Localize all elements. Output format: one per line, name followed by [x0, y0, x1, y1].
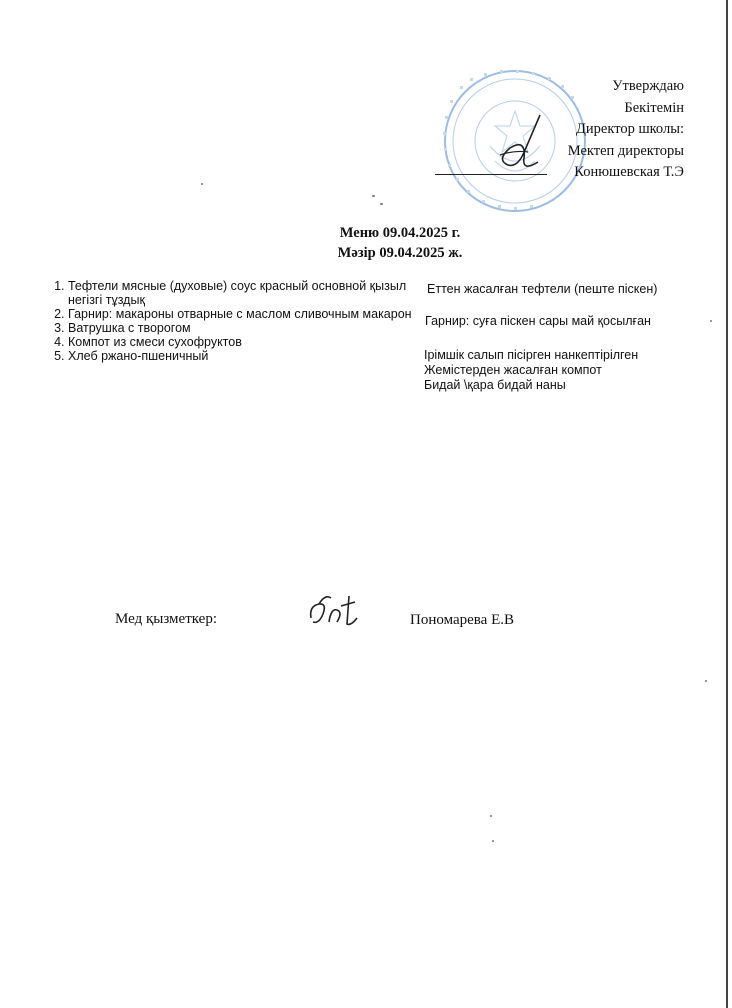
menu-item-ru: 3. Ватрушка с творогом [68, 321, 418, 335]
scan-speck [372, 195, 375, 197]
menu-item-kz: Гарнир: суға піскен сары май қосылған [425, 314, 651, 328]
approval-line-director-name: Конюшевская Т.Э [574, 164, 684, 180]
scan-speck [201, 183, 203, 185]
menu-item-ru: 2. Гарнир: макароны отварные с маслом сливочным макарон [68, 307, 418, 321]
medical-worker-label: Мед қызметкер: [115, 611, 218, 627]
scan-edge-line [726, 0, 728, 1008]
scan-speck [490, 815, 492, 817]
approval-line-director-kz: Мектеп директоры [567, 142, 684, 159]
menu-list-ru [46, 279, 418, 363]
signature-underline [435, 174, 547, 175]
approval-line-approve-ru: Утверждаю [612, 78, 684, 94]
menu-item-kz: Жемістерден жасалған компот [424, 363, 602, 377]
scan-speck [705, 680, 707, 682]
menu-item-ru: 5. Хлеб ржано-пшеничный [68, 349, 418, 363]
scan-speck [710, 320, 712, 322]
medical-worker-name: Пономарева Е.В [410, 612, 514, 628]
scan-speck [492, 840, 494, 842]
menu-item-ru: 1. Тефтели мясные (духовые) соус красный основной қызыл негізгі тұздық [68, 279, 418, 307]
menu-item-kz: Бидай \қара бидай наны [424, 378, 566, 392]
approval-line-director-ru: Директор школы: [576, 121, 684, 137]
menu-item-ru: 4. Компот из смеси сухофруктов [68, 335, 418, 349]
menu-title-kz: Мәзір 09.04.2025 ж. [337, 245, 463, 261]
menu-title-ru: Меню 09.04.2025 г. [339, 225, 461, 241]
medical-worker-signature [305, 588, 365, 632]
menu-item-kz: Еттен жасалған тефтели (пеште піскен) [427, 282, 658, 296]
director-signature [480, 110, 560, 180]
scan-speck [380, 203, 383, 205]
approval-line-approve-kz: Бекітемін [624, 99, 684, 116]
menu-item-kz: Ірімшік салып пісірген нанкептірілген [424, 348, 639, 362]
approval-block [568, 76, 684, 184]
